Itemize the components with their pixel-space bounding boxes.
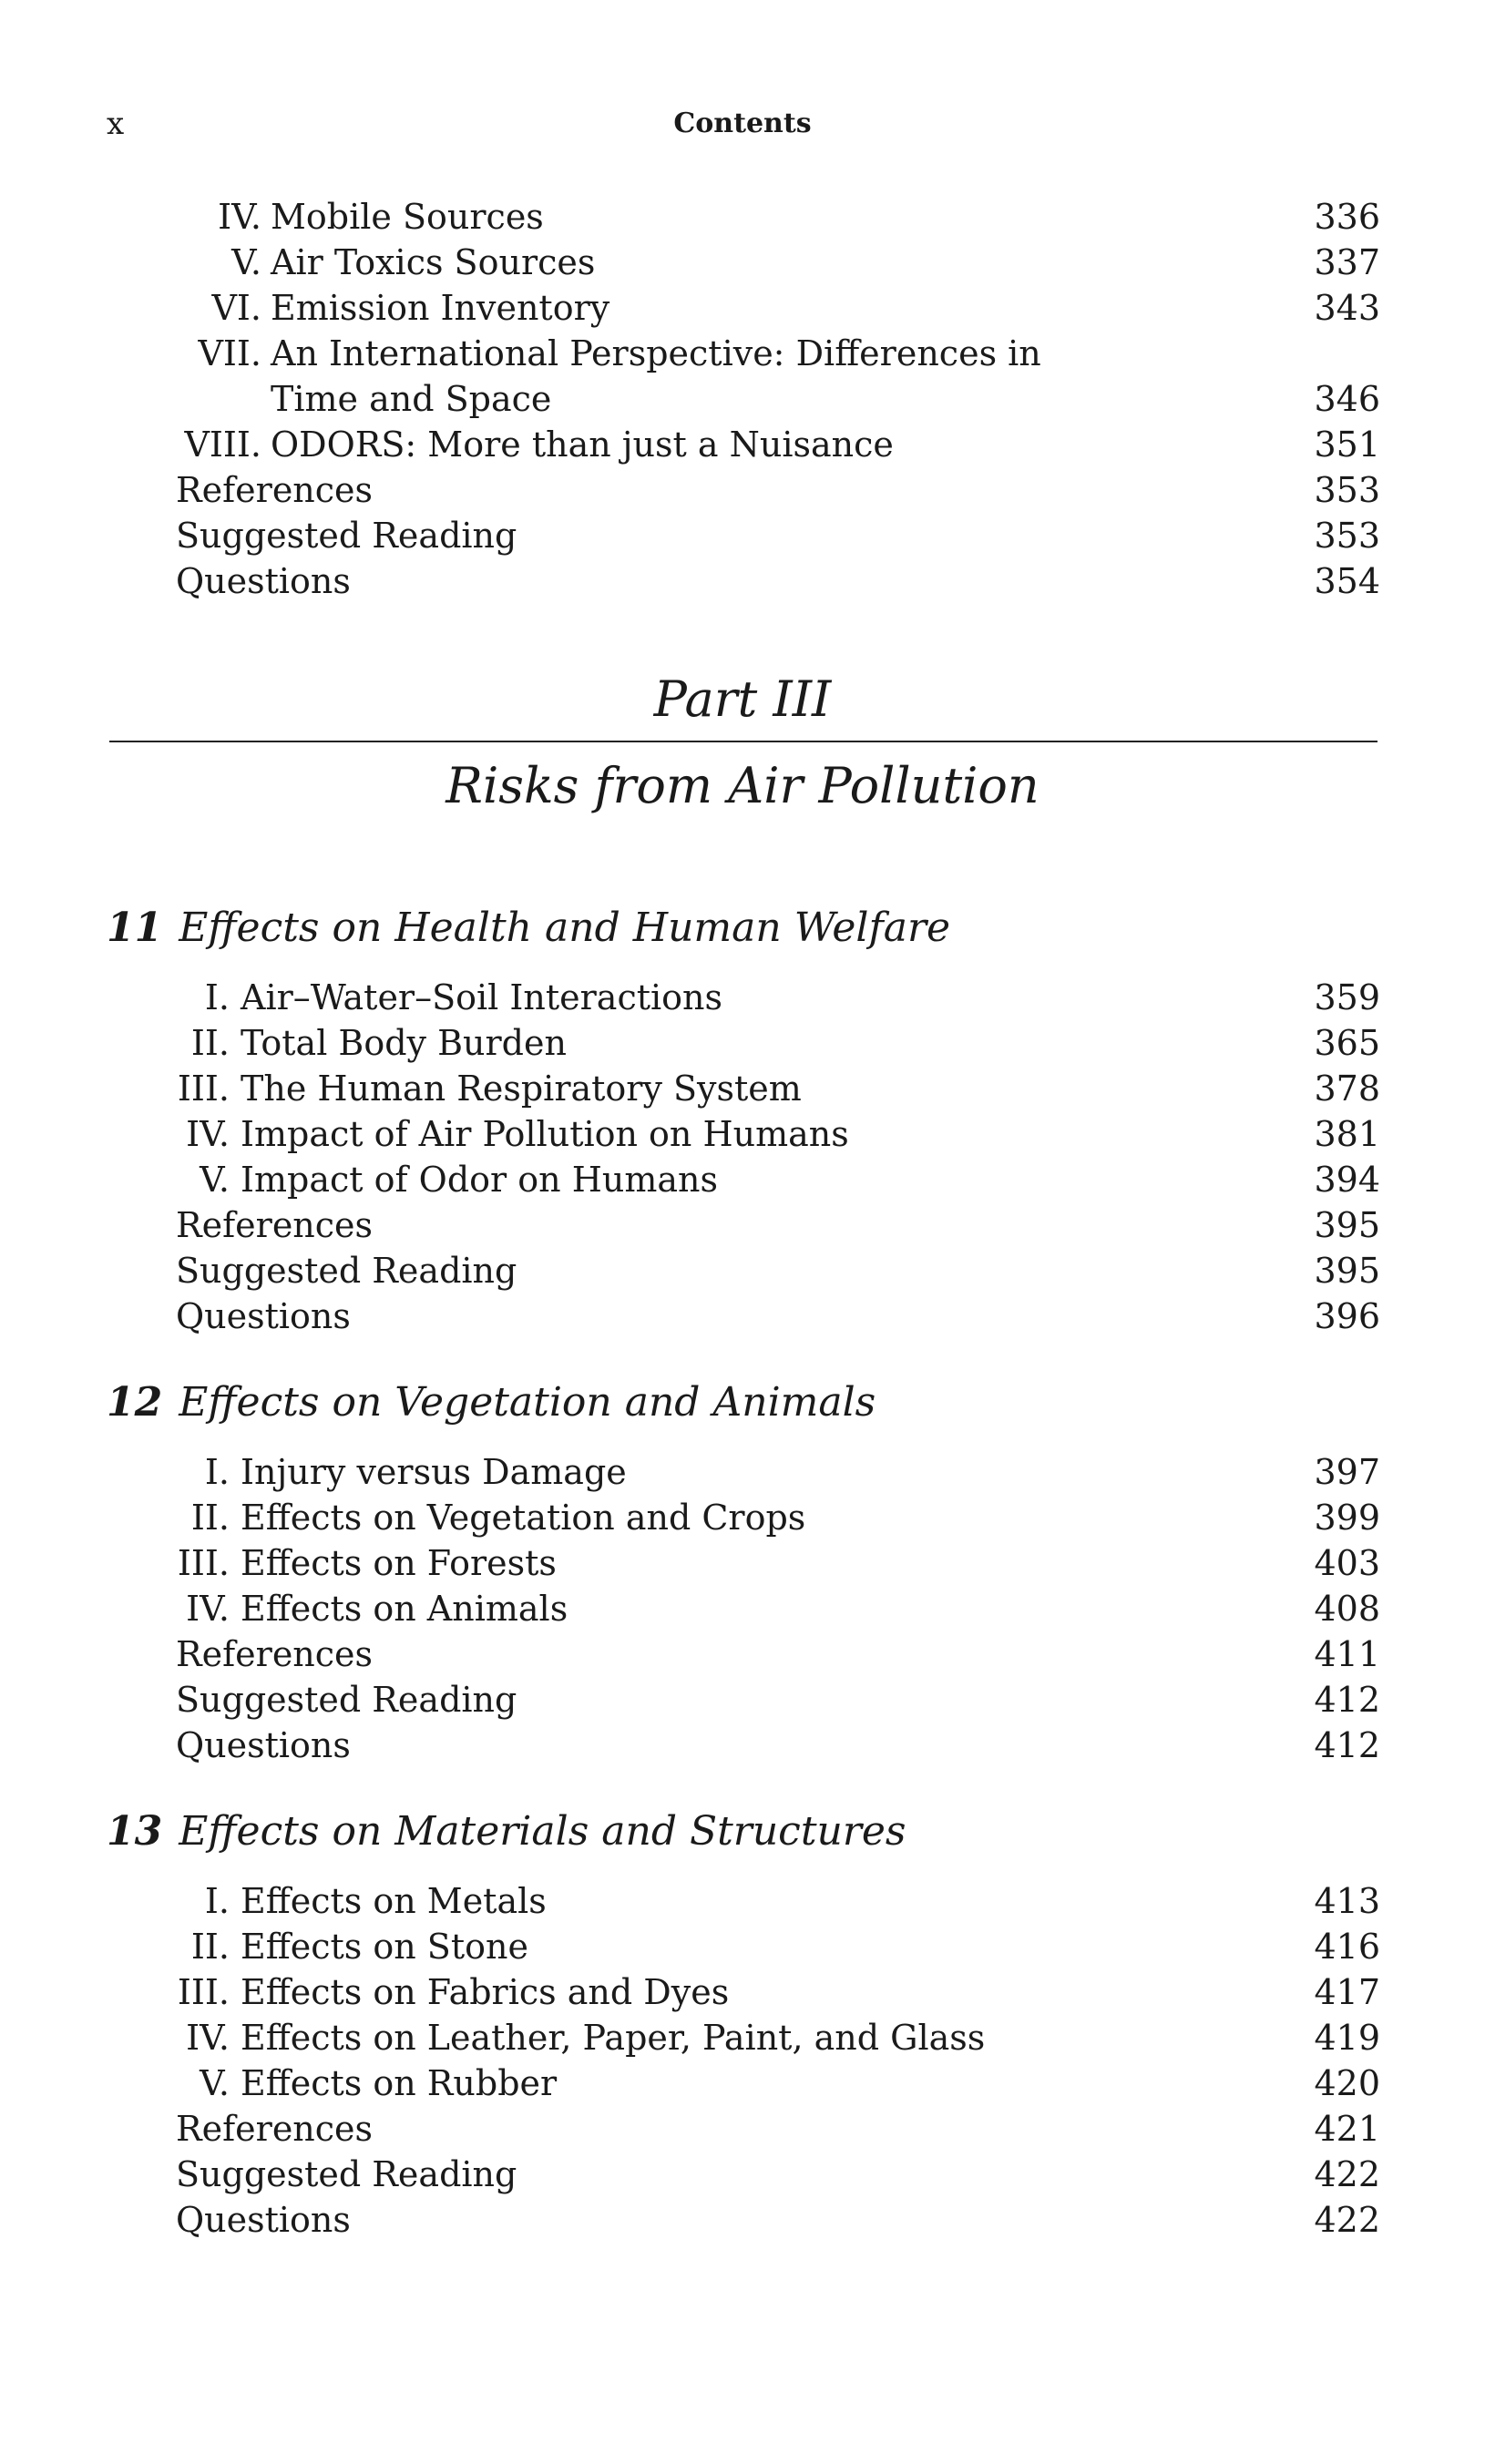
toc-entry	[0, 1969, 1485, 2015]
chapter-number: 13	[107, 1808, 163, 1855]
toc-entry	[0, 1677, 1485, 1723]
section-numeral: III.	[177, 1972, 230, 2012]
toc-entry	[0, 285, 1485, 331]
entry-title: References	[176, 470, 374, 510]
page-ref: 417	[1314, 1972, 1380, 2012]
entry-title: Questions	[176, 1296, 351, 1336]
section-numeral: III.	[177, 1543, 230, 1583]
toc-entry	[0, 2197, 1485, 2243]
entry-title: Injury versus Damage	[241, 1452, 627, 1492]
chapter-title: Effects on Materials and Structures	[179, 1808, 906, 1855]
page-ref: 408	[1314, 1589, 1380, 1629]
toc-entry	[0, 1449, 1485, 1495]
entry-title: Emission Inventory	[271, 288, 610, 328]
chapter-entries	[0, 1449, 1485, 1768]
entry-title: References	[176, 1205, 374, 1245]
page-ref: 351	[1314, 424, 1380, 465]
section-numeral: I.	[204, 1452, 230, 1492]
toc-entry	[0, 1248, 1485, 1293]
entry-title: References	[176, 2109, 374, 2149]
page-ref: 397	[1314, 1452, 1380, 1492]
toc-entry	[0, 2015, 1485, 2060]
page-ref: 336	[1314, 197, 1380, 237]
chapter-entries	[0, 975, 1485, 1339]
toc-entry	[0, 2106, 1485, 2152]
toc-entry	[0, 2060, 1485, 2106]
toc-entry	[0, 376, 1485, 422]
toc-entry	[0, 513, 1485, 558]
page-ref: 399	[1314, 1498, 1380, 1538]
page-ref: 395	[1314, 1205, 1380, 1245]
chapter-title: Effects on Health and Human Welfare	[179, 905, 951, 951]
toc-entry	[0, 1293, 1485, 1339]
toc-entry	[0, 240, 1485, 285]
entry-title: Air Toxics Sources	[271, 242, 596, 282]
part-label: Part III	[653, 670, 832, 728]
page-ref: 346	[1314, 379, 1380, 419]
entry-title: Mobile Sources	[271, 197, 544, 237]
entry-title: Effects on Vegetation and Crops	[241, 1498, 806, 1538]
page-ref: 422	[1314, 2154, 1380, 2194]
page-header	[0, 102, 1485, 146]
entry-title: Effects on Forests	[241, 1543, 557, 1583]
page-ref: 420	[1314, 2063, 1380, 2103]
toc-entry	[0, 1723, 1485, 1768]
section-numeral: II.	[190, 1927, 230, 1967]
entry-title: Suggested Reading	[176, 516, 517, 556]
page-ref: 353	[1314, 470, 1380, 510]
toc-entry	[0, 1202, 1485, 1248]
entry-title: Suggested Reading	[176, 2154, 517, 2194]
entry-title: Effects on Rubber	[241, 2063, 558, 2103]
entry-title: ODORS: More than just a Nuisance	[271, 424, 894, 465]
entry-title: Effects on Leather, Paper, Paint, and Glass	[241, 2018, 986, 2058]
part-title: Risks from Air Pollution	[446, 757, 1040, 814]
toc-entry	[0, 1878, 1485, 1924]
page-ref: 394	[1314, 1160, 1380, 1200]
page-ref: 416	[1314, 1927, 1380, 1967]
page-ref: 412	[1314, 1725, 1380, 1765]
section-numeral: V.	[231, 242, 261, 282]
toc-entry	[0, 1495, 1485, 1540]
page-ref: 413	[1314, 1881, 1380, 1921]
section-numeral: I.	[204, 977, 230, 1017]
toc-entry	[0, 1631, 1485, 1677]
toc-entry	[0, 558, 1485, 604]
entry-title: Suggested Reading	[176, 1680, 517, 1720]
toc-entry	[0, 2152, 1485, 2197]
chapter-title: Effects on Vegetation and Animals	[179, 1379, 876, 1426]
toc-entry	[0, 1586, 1485, 1631]
entry-title: Effects on Animals	[241, 1589, 568, 1629]
entry-title: Questions	[176, 1725, 351, 1765]
page-ref: 337	[1314, 242, 1380, 282]
toc-entry	[0, 1066, 1485, 1111]
page-ref: 359	[1314, 977, 1380, 1017]
entry-title: Impact of Odor on Humans	[241, 1160, 718, 1200]
section-numeral: IV.	[218, 197, 261, 237]
section-numeral: II.	[190, 1023, 230, 1063]
section-numeral: VII.	[198, 333, 261, 373]
entry-title: Time and Space	[271, 379, 552, 419]
page-ref: 365	[1314, 1023, 1380, 1063]
section-numeral: VI.	[211, 288, 261, 328]
chapter-number: 11	[107, 905, 163, 951]
section-numeral: VIII.	[184, 424, 261, 465]
entry-title: The Human Respiratory System	[241, 1068, 802, 1109]
chapter-heading	[107, 1374, 876, 1432]
toc-entry	[0, 467, 1485, 513]
section-numeral: II.	[190, 1498, 230, 1538]
entry-title: Total Body Burden	[241, 1023, 567, 1063]
page-ref: 343	[1314, 288, 1380, 328]
chapter-number: 12	[107, 1379, 163, 1426]
page-ref: 395	[1314, 1251, 1380, 1291]
section-numeral: IV.	[186, 2018, 230, 2058]
page-number: x	[107, 106, 125, 142]
entry-title: Effects on Fabrics and Dyes	[241, 1972, 730, 2012]
toc-entry	[0, 194, 1485, 240]
toc-entry	[0, 975, 1485, 1020]
toc-entry	[0, 1540, 1485, 1586]
chapter-heading	[107, 899, 950, 957]
page-ref: 353	[1314, 516, 1380, 556]
entry-title: Impact of Air Pollution on Humans	[241, 1114, 849, 1154]
page-ref: 396	[1314, 1296, 1380, 1336]
entry-title: An International Perspective: Differences in	[271, 333, 1041, 373]
part-divider	[109, 741, 1377, 742]
toc-entry	[0, 331, 1485, 376]
entry-title: Questions	[176, 561, 351, 601]
toc-entry	[0, 1020, 1485, 1066]
entry-title: Air–Water–Soil Interactions	[241, 977, 723, 1017]
section-numeral: V.	[200, 2063, 230, 2103]
section-numeral: V.	[200, 1160, 230, 1200]
section-numeral: I.	[204, 1881, 230, 1921]
page-ref: 412	[1314, 1680, 1380, 1720]
entry-title: Questions	[176, 2200, 351, 2240]
section-numeral: IV.	[186, 1589, 230, 1629]
page-ref: 411	[1314, 1634, 1380, 1674]
running-title: Contents	[673, 107, 812, 139]
toc-entry	[0, 1157, 1485, 1202]
section-numeral: IV.	[186, 1114, 230, 1154]
page-ref: 354	[1314, 561, 1380, 601]
toc-carryover-section	[0, 194, 1485, 604]
entry-title: Effects on Stone	[241, 1927, 528, 1967]
chapter-heading	[107, 1803, 906, 1861]
entry-title: References	[176, 1634, 374, 1674]
page-ref: 422	[1314, 2200, 1380, 2240]
toc-entry	[0, 422, 1485, 467]
toc-entry	[0, 1924, 1485, 1969]
page-ref: 421	[1314, 2109, 1380, 2149]
entry-title: Suggested Reading	[176, 1251, 517, 1291]
toc-entry	[0, 1111, 1485, 1157]
chapter-entries	[0, 1878, 1485, 2243]
page-ref: 419	[1314, 2018, 1380, 2058]
section-numeral: III.	[177, 1068, 230, 1109]
entry-title: Effects on Metals	[241, 1881, 547, 1921]
page-ref: 403	[1314, 1543, 1380, 1583]
page-ref: 378	[1314, 1068, 1380, 1109]
page-ref: 381	[1314, 1114, 1380, 1154]
